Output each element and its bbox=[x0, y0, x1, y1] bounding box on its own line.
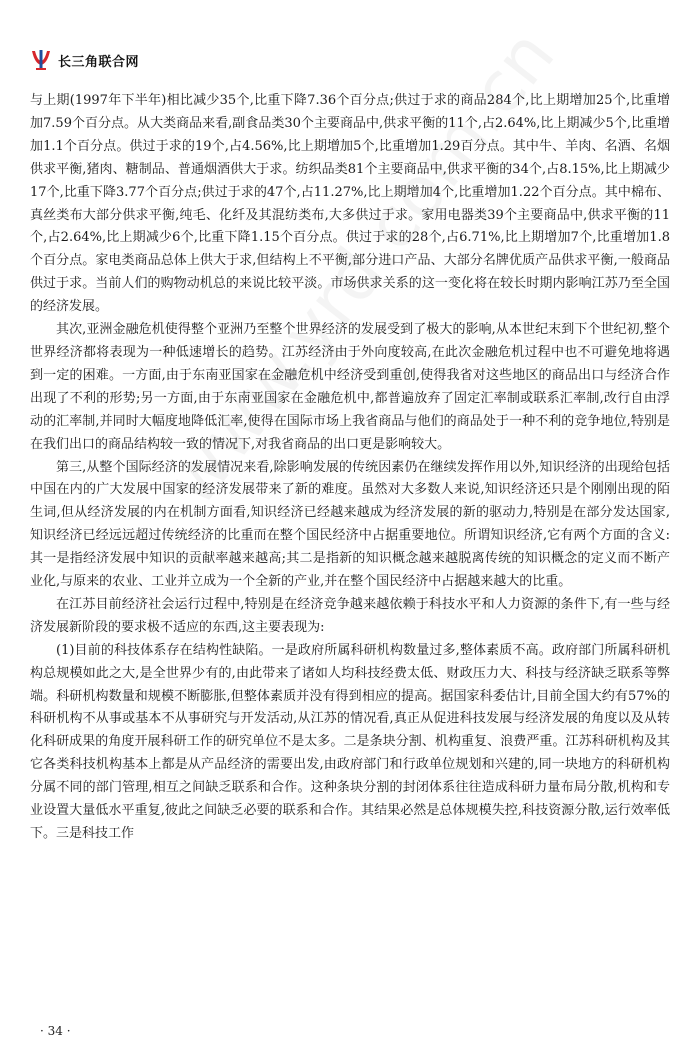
paragraph-continued: 与上期(1997年下半年)相比减少35个,比重下降7.36个百分点;供过于求的商品284个,比上期增加25个,比重增加7.59个百分点。从大类商品来看,副食品类30个主要商品中,供求平衡的11个,占2.64%,比上期减少5个,比重增加1.1个百分点。供过于求的19个,占4.56%,比上期增加5个,比重增加1.29百分点。其中牛、羊肉、名酒、名烟供求平衡,猪肉、糖制品、普通烟酒供大于求。纺织品类81个主要商品中,供求平衡的34个,占8.15%,比上期减少17个,比重下降3.77个百分点;供过于求的47个,占11.27%,比上期增加4个,比重增加1.22个百分点。其中棉布、真丝类布大部分供求平衡,纯毛、化纤及其混纺类布,大多供过于求。家用电器类39个主要商品中,供求平衡的11个,占2.64%,比上期减少6个,比重下降1.15个百分点。供过于求的28个,占6.71%,比上期增加7个,比重增加1.8个百分点。家电类商品总体上供大于求,但结构上不平衡,部分进口产品、大部分名牌优质产品供求平衡,一般商品供过于求。当前人们的购物动机总的来说比较平淡。市场供求关系的这一变化将在较长时期内影响江苏乃至全国的经济发展。 bbox=[30, 93, 670, 315]
site-header bbox=[30, 46, 139, 74]
paragraph-jiangsu-problems-intro: 在江苏目前经济社会运行过程中,特别是在经济竞争越来越依赖于科技水平和人力资源的条件下,有一些与经济发展新阶段的要求极不适应的东西,这主要表现为: bbox=[30, 596, 670, 635]
paragraph-tech-system-defects: (1)目前的科技体系存在结构性缺陷。一是政府所属科研机构数量过多,整体素质不高。政府部门所属科研机构总规模如此之大,是全世界少有的,由此带来了诸如人均科技经费太低、财政压力大、科技与经济缺乏联系等弊端。科研机构数量和规模不断膨胀,但整体素质并没有得到相应的提高。据国家科委估计,目前全国大约有57%的科研机构不从事或基本不从事研究与开发活动,从江苏的情况看,真正从促进科技发展与经济发展的角度以及从转化科研成果的角度开展科研工作的研究单位不是太多。二是条块分割、机构重复、浪费严重。江苏科研机构及其它各类科技机构基本上都是从产品经济的需要出发,由政府部门和行政单位规划和兴建的,同一块地方的科研机构分属不同的部门管理,相互之间缺乏联系和合作。这种条块分割的封闭体系往往造成科研力量布局分散,机构和专业设置大量低水平重复,彼此之间缺乏必要的联系和合作。其结果必然是总体规模失控,科技资源分散,运行效率低下。三是科技工作 bbox=[30, 642, 670, 841]
paragraph-knowledge-economy: 第三,从整个国际经济的发展情况来看,除影响发展的传统因素仍在继续发挥作用以外,知识经济的出现给包括中国在内的广大发展中国家的经济发展带来了新的难度。虽然对大多数人来说,知识经济还只是个刚刚出现的陌生词,但从经济发展的内在机制方面看,知识经济已经越来越成为经济发展的新的驱动力,特别是在部分发达国家,知识经济已经远远超过传统经济的比重而在整个国民经济中占据重要地位。所谓知识经济,它有两个方面的含义:其一是指经济发展中知识的贡献率越来越高;其二是指新的知识概念越来越脱离传统的知识概念的定义而不断产业化,与原来的农业、工业并立成为一个全新的产业,并在整个国民经济中占据越来越大的比重。 bbox=[30, 459, 670, 590]
yangtze-delta-logo-icon bbox=[30, 48, 52, 72]
article-body bbox=[30, 90, 670, 846]
site-name: 长三角联合网 bbox=[58, 54, 140, 70]
page-number: · 34 · bbox=[40, 1024, 71, 1038]
paragraph-financial-crisis: 其次,亚洲金融危机使得整个亚洲乃至整个世界经济的发展受到了极大的影响,从本世纪末到下个世纪初,整个世界经济都将表现为一种低速增长的趋势。江苏经济由于外向度较高,在此次金融危机过程中也不可避免地将遇到一定的困难。一方面,由于东南亚国家在金融危机中经济受到重创,使得我省对这些地区的商品出口与经济合作出现了不利的形势;另一方面,由于东南亚国家在金融危机中,都普遍放弃了固定汇率制或联系汇率制,改行自由浮动的汇率制,并同时大幅度地降低汇率,使得在国际市场上我省商品与他们的商品处于一种不利的竞争地位,特别是在我们出口的商品结构较一致的情况下,对我省商品的出口更是影响较大。 bbox=[30, 322, 670, 452]
